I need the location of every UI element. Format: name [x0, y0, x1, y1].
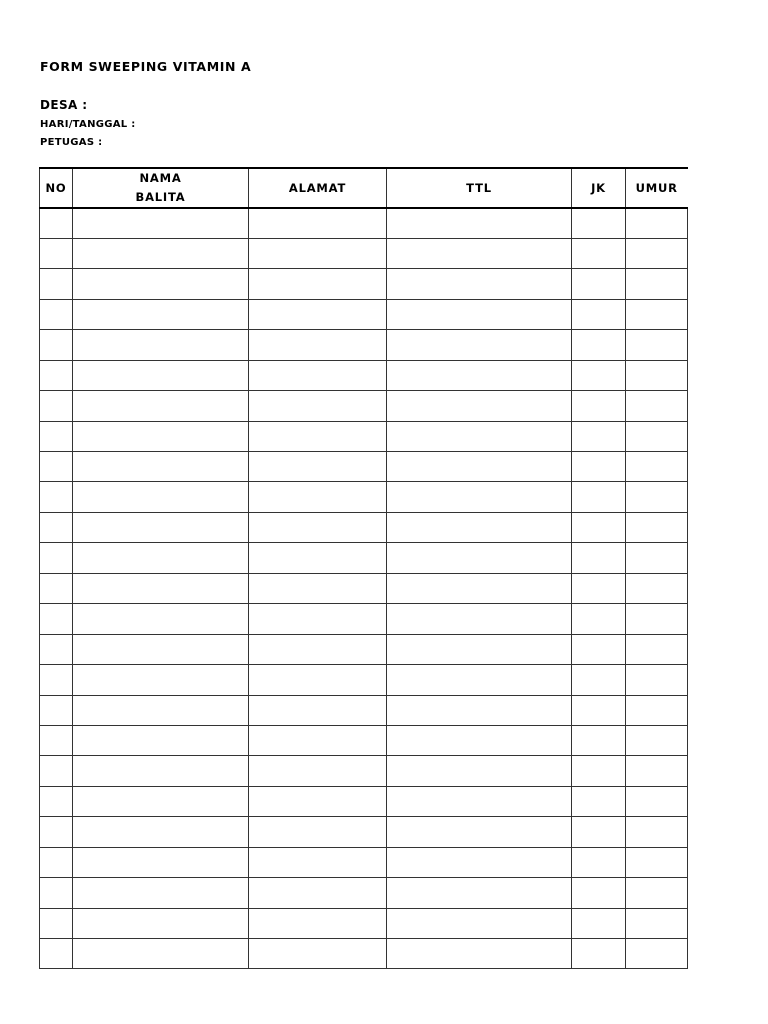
- cell-jk[interactable]: [572, 817, 626, 847]
- cell-no[interactable]: [40, 817, 73, 847]
- hari-tanggal-label: HARI/TANGGAL :: [40, 119, 136, 130]
- cell-ttl[interactable]: [387, 573, 572, 603]
- cell-jk[interactable]: [572, 725, 626, 755]
- cell-alamat[interactable]: [249, 330, 387, 360]
- cell-jk[interactable]: [572, 695, 626, 725]
- cell-ttl[interactable]: [387, 725, 572, 755]
- cell-ttl[interactable]: [387, 360, 572, 390]
- cell-no[interactable]: [40, 695, 73, 725]
- cell-jk[interactable]: [572, 482, 626, 512]
- cell-jk[interactable]: [572, 665, 626, 695]
- cell-nama-balita[interactable]: [73, 421, 249, 451]
- cell-umur[interactable]: [626, 391, 688, 421]
- cell-no[interactable]: [40, 847, 73, 877]
- cell-ttl[interactable]: [387, 634, 572, 664]
- cell-nama-balita[interactable]: [73, 786, 249, 816]
- cell-nama-balita[interactable]: [73, 360, 249, 390]
- cell-no[interactable]: [40, 665, 73, 695]
- table-row: [40, 512, 688, 542]
- cell-jk[interactable]: [572, 391, 626, 421]
- cell-jk[interactable]: [572, 421, 626, 451]
- cell-alamat[interactable]: [249, 634, 387, 664]
- cell-ttl[interactable]: [387, 421, 572, 451]
- cell-ttl[interactable]: [387, 908, 572, 938]
- cell-alamat[interactable]: [249, 573, 387, 603]
- cell-ttl[interactable]: [387, 208, 572, 238]
- cell-umur[interactable]: [626, 604, 688, 634]
- header-no: NO: [40, 168, 73, 208]
- cell-nama-balita[interactable]: [73, 482, 249, 512]
- cell-jk[interactable]: [572, 634, 626, 664]
- table-row: [40, 391, 688, 421]
- cell-jk[interactable]: [572, 786, 626, 816]
- cell-alamat[interactable]: [249, 238, 387, 268]
- cell-ttl[interactable]: [387, 330, 572, 360]
- cell-jk[interactable]: [572, 269, 626, 299]
- cell-no[interactable]: [40, 908, 73, 938]
- cell-umur[interactable]: [626, 238, 688, 268]
- cell-jk[interactable]: [572, 452, 626, 482]
- cell-alamat[interactable]: [249, 695, 387, 725]
- table-row: [40, 604, 688, 634]
- table-row: [40, 847, 688, 877]
- cell-ttl[interactable]: [387, 299, 572, 329]
- header-alamat: ALAMAT: [249, 168, 387, 208]
- header-nama-line1: NAMA: [139, 171, 182, 185]
- table-row: [40, 238, 688, 268]
- cell-ttl[interactable]: [387, 847, 572, 877]
- cell-no[interactable]: [40, 391, 73, 421]
- cell-no[interactable]: [40, 756, 73, 786]
- cell-umur[interactable]: [626, 634, 688, 664]
- table-row: [40, 817, 688, 847]
- cell-alamat[interactable]: [249, 299, 387, 329]
- table-row: [40, 482, 688, 512]
- cell-alamat[interactable]: [249, 512, 387, 542]
- cell-no[interactable]: [40, 330, 73, 360]
- cell-ttl[interactable]: [387, 512, 572, 542]
- cell-no[interactable]: [40, 238, 73, 268]
- table-row: [40, 421, 688, 451]
- cell-umur[interactable]: [626, 817, 688, 847]
- cell-umur[interactable]: [626, 512, 688, 542]
- cell-nama-balita[interactable]: [73, 665, 249, 695]
- cell-no[interactable]: [40, 208, 73, 238]
- header-nama-line2: BALITA: [135, 190, 186, 204]
- table-row: [40, 939, 688, 969]
- table-header-row: [40, 168, 688, 208]
- cell-ttl[interactable]: [387, 786, 572, 816]
- cell-umur[interactable]: [626, 269, 688, 299]
- table-row: [40, 908, 688, 938]
- header-jk: JK: [572, 168, 626, 208]
- cell-ttl[interactable]: [387, 939, 572, 969]
- cell-umur[interactable]: [626, 543, 688, 573]
- cell-umur[interactable]: [626, 482, 688, 512]
- cell-alamat[interactable]: [249, 908, 387, 938]
- cell-umur[interactable]: [626, 786, 688, 816]
- cell-umur[interactable]: [626, 330, 688, 360]
- cell-jk[interactable]: [572, 330, 626, 360]
- cell-jk[interactable]: [572, 208, 626, 238]
- cell-umur[interactable]: [626, 299, 688, 329]
- cell-nama-balita[interactable]: [73, 452, 249, 482]
- cell-nama-balita[interactable]: [73, 604, 249, 634]
- cell-alamat[interactable]: [249, 604, 387, 634]
- cell-no[interactable]: [40, 634, 73, 664]
- cell-nama-balita[interactable]: [73, 847, 249, 877]
- cell-ttl[interactable]: [387, 452, 572, 482]
- cell-ttl[interactable]: [387, 391, 572, 421]
- cell-nama-balita[interactable]: [73, 208, 249, 238]
- header-nama-balita: [73, 168, 249, 208]
- table-row: [40, 756, 688, 786]
- cell-ttl[interactable]: [387, 756, 572, 786]
- cell-no[interactable]: [40, 939, 73, 969]
- cell-nama-balita[interactable]: [73, 391, 249, 421]
- cell-ttl[interactable]: [387, 878, 572, 908]
- cell-ttl[interactable]: [387, 665, 572, 695]
- cell-alamat[interactable]: [249, 360, 387, 390]
- cell-alamat[interactable]: [249, 269, 387, 299]
- cell-nama-balita[interactable]: [73, 299, 249, 329]
- cell-nama-balita[interactable]: [73, 330, 249, 360]
- cell-alamat[interactable]: [249, 452, 387, 482]
- cell-nama-balita[interactable]: [73, 756, 249, 786]
- cell-umur[interactable]: [626, 725, 688, 755]
- cell-nama-balita[interactable]: [73, 543, 249, 573]
- cell-alamat[interactable]: [249, 482, 387, 512]
- table-row: [40, 786, 688, 816]
- table-row: [40, 665, 688, 695]
- cell-no[interactable]: [40, 452, 73, 482]
- form-title: FORM SWEEPING VITAMIN A: [40, 59, 252, 74]
- cell-umur[interactable]: [626, 360, 688, 390]
- cell-umur[interactable]: [626, 695, 688, 725]
- cell-no[interactable]: [40, 360, 73, 390]
- header-umur: UMUR: [626, 168, 688, 208]
- cell-ttl[interactable]: [387, 817, 572, 847]
- cell-no[interactable]: [40, 573, 73, 603]
- desa-label: DESA :: [40, 98, 88, 112]
- table-row: [40, 725, 688, 755]
- cell-alamat[interactable]: [249, 665, 387, 695]
- sweeping-table: [39, 167, 688, 969]
- cell-jk[interactable]: [572, 360, 626, 390]
- table-row: [40, 452, 688, 482]
- cell-nama-balita[interactable]: [73, 573, 249, 603]
- table-row: [40, 695, 688, 725]
- cell-alamat[interactable]: [249, 543, 387, 573]
- table-row: [40, 269, 688, 299]
- cell-ttl[interactable]: [387, 269, 572, 299]
- cell-jk[interactable]: [572, 756, 626, 786]
- cell-no[interactable]: [40, 543, 73, 573]
- header-ttl: TTL: [387, 168, 572, 208]
- cell-alamat[interactable]: [249, 847, 387, 877]
- cell-alamat[interactable]: [249, 421, 387, 451]
- table-row: [40, 299, 688, 329]
- cell-alamat[interactable]: [249, 878, 387, 908]
- cell-no[interactable]: [40, 878, 73, 908]
- table-row: [40, 330, 688, 360]
- cell-no[interactable]: [40, 786, 73, 816]
- cell-umur[interactable]: [626, 421, 688, 451]
- cell-ttl[interactable]: [387, 543, 572, 573]
- cell-jk[interactable]: [572, 604, 626, 634]
- cell-nama-balita[interactable]: [73, 238, 249, 268]
- cell-alamat[interactable]: [249, 391, 387, 421]
- cell-ttl[interactable]: [387, 238, 572, 268]
- cell-no[interactable]: [40, 421, 73, 451]
- cell-jk[interactable]: [572, 939, 626, 969]
- cell-ttl[interactable]: [387, 604, 572, 634]
- table-body: [40, 208, 688, 969]
- cell-no[interactable]: [40, 725, 73, 755]
- cell-nama-balita[interactable]: [73, 269, 249, 299]
- cell-jk[interactable]: [572, 299, 626, 329]
- cell-no[interactable]: [40, 604, 73, 634]
- cell-jk[interactable]: [572, 908, 626, 938]
- cell-umur[interactable]: [626, 756, 688, 786]
- cell-umur[interactable]: [626, 665, 688, 695]
- cell-nama-balita[interactable]: [73, 725, 249, 755]
- cell-alamat[interactable]: [249, 817, 387, 847]
- cell-alamat[interactable]: [249, 786, 387, 816]
- cell-jk[interactable]: [572, 512, 626, 542]
- cell-alamat[interactable]: [249, 208, 387, 238]
- table-row: [40, 543, 688, 573]
- table-row: [40, 208, 688, 238]
- table-row: [40, 634, 688, 664]
- cell-alamat[interactable]: [249, 725, 387, 755]
- cell-nama-balita[interactable]: [73, 908, 249, 938]
- cell-nama-balita[interactable]: [73, 512, 249, 542]
- cell-no[interactable]: [40, 299, 73, 329]
- cell-no[interactable]: [40, 482, 73, 512]
- cell-nama-balita[interactable]: [73, 634, 249, 664]
- cell-alamat[interactable]: [249, 939, 387, 969]
- cell-no[interactable]: [40, 512, 73, 542]
- cell-jk[interactable]: [572, 878, 626, 908]
- cell-ttl[interactable]: [387, 482, 572, 512]
- cell-umur[interactable]: [626, 878, 688, 908]
- cell-no[interactable]: [40, 269, 73, 299]
- cell-umur[interactable]: [626, 573, 688, 603]
- cell-alamat[interactable]: [249, 756, 387, 786]
- cell-umur[interactable]: [626, 939, 688, 969]
- table-row: [40, 573, 688, 603]
- cell-umur[interactable]: [626, 208, 688, 238]
- cell-umur[interactable]: [626, 908, 688, 938]
- petugas-label: PETUGAS :: [40, 137, 103, 148]
- cell-ttl[interactable]: [387, 695, 572, 725]
- cell-umur[interactable]: [626, 847, 688, 877]
- cell-nama-balita[interactable]: [73, 939, 249, 969]
- cell-nama-balita[interactable]: [73, 695, 249, 725]
- cell-jk[interactable]: [572, 573, 626, 603]
- cell-nama-balita[interactable]: [73, 817, 249, 847]
- table-row: [40, 360, 688, 390]
- cell-jk[interactable]: [572, 847, 626, 877]
- cell-jk[interactable]: [572, 543, 626, 573]
- cell-umur[interactable]: [626, 452, 688, 482]
- table-row: [40, 878, 688, 908]
- cell-jk[interactable]: [572, 238, 626, 268]
- cell-nama-balita[interactable]: [73, 878, 249, 908]
